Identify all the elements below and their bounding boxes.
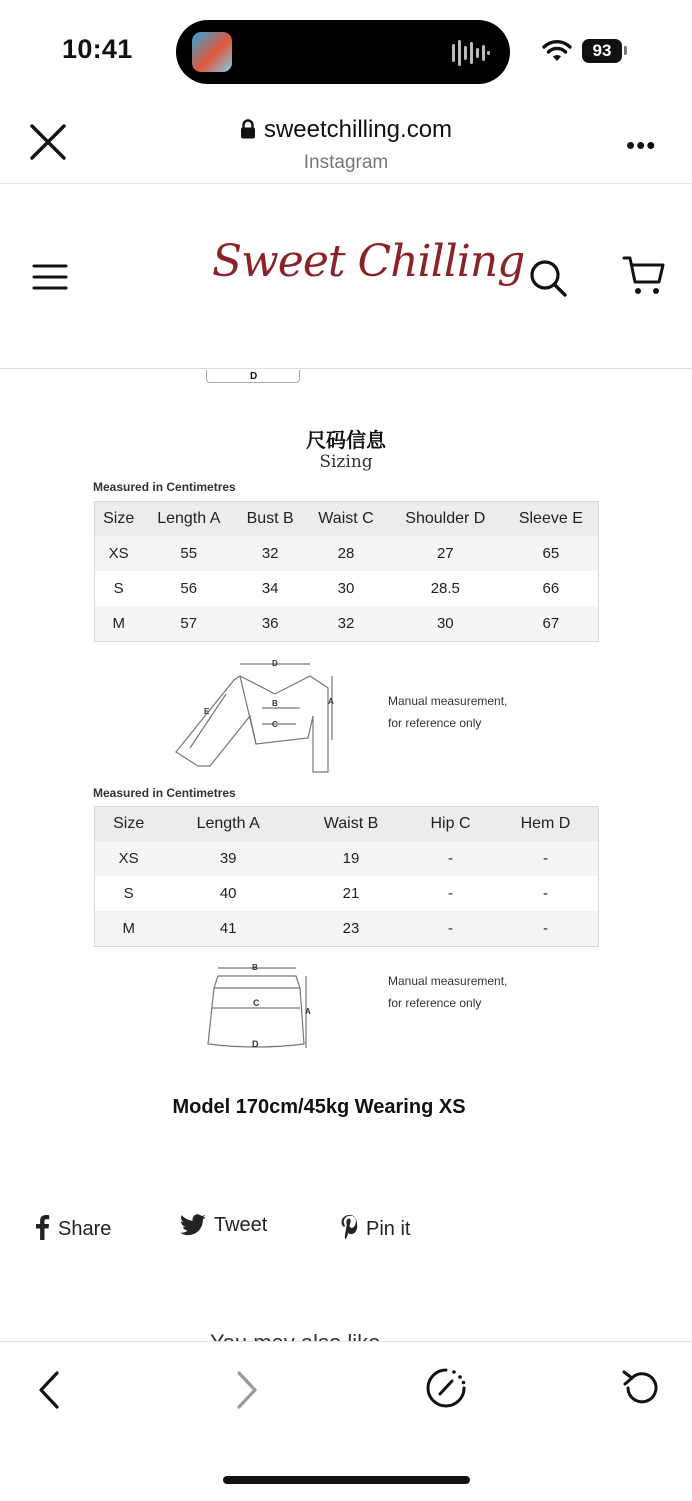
measured-label-skirt: Measured in Centimetres	[93, 786, 236, 800]
table-cell: 32	[235, 536, 305, 571]
table-cell: 30	[387, 606, 504, 642]
column-header: Waist C	[305, 502, 387, 537]
table-cell: 66	[542, 580, 560, 597]
table-row	[95, 876, 599, 911]
battery-tip	[624, 46, 627, 55]
skirt-size-table	[94, 806, 599, 947]
skirt-measurement-diagram	[200, 958, 320, 1054]
status-time: 10:41	[62, 34, 133, 64]
column-header: Size	[95, 807, 163, 842]
table-row	[95, 911, 599, 947]
column-header: Sleeve E	[504, 502, 599, 537]
table-header-row	[95, 502, 599, 537]
table-cell: M	[95, 606, 143, 642]
table-cell: -	[408, 911, 493, 947]
audio-waveform-icon	[452, 40, 490, 66]
forward-icon[interactable]	[234, 1370, 260, 1410]
table-cell: -	[447, 885, 453, 902]
table-cell: 41	[162, 911, 294, 947]
diagram-label-a: A	[305, 1007, 311, 1016]
column-header: Length A	[142, 502, 235, 537]
top-size-table	[94, 501, 599, 642]
sizing-title-chinese: 尺码信息	[306, 428, 386, 452]
share-twitter-button[interactable]	[180, 1214, 267, 1237]
twitter-icon	[180, 1214, 206, 1236]
table-cell: 40	[219, 885, 237, 902]
diagram-label-c: C	[272, 720, 278, 729]
table-cell: -	[493, 841, 599, 876]
diagram-label-e: E	[204, 707, 210, 716]
table-cell: 28	[305, 536, 387, 571]
measurement-note-top	[388, 690, 507, 734]
column-header: Hip C	[408, 807, 493, 842]
table-cell: -	[408, 841, 493, 876]
search-icon[interactable]	[528, 258, 568, 298]
table-row	[95, 571, 599, 606]
url-domain: sweetchilling.com	[263, 116, 453, 143]
share-label: Tweet	[214, 1214, 268, 1236]
site-logo[interactable]: Sweet Chilling	[212, 236, 525, 287]
url-bar[interactable]	[0, 116, 692, 144]
diagram-label-b: B	[252, 963, 258, 972]
home-indicator[interactable]	[223, 1476, 470, 1484]
measurement-note-skirt	[388, 970, 507, 1014]
table-cell: -	[542, 885, 548, 902]
table-cell: 57	[142, 606, 235, 642]
diagram-label-d: D	[272, 659, 278, 668]
note-line: Manual measurement,	[388, 974, 508, 988]
wifi-icon	[542, 40, 572, 62]
table-row	[95, 536, 599, 571]
table-cell: 39	[162, 841, 294, 876]
sizing-title: Sizing	[319, 452, 373, 472]
hamburger-menu-icon[interactable]	[32, 264, 68, 290]
column-header: Length A	[162, 807, 294, 842]
share-label: Pin it	[366, 1218, 411, 1240]
column-header: Shoulder D	[387, 502, 504, 537]
table-cell: 27	[387, 536, 504, 571]
column-header: Size	[95, 502, 143, 537]
table-cell: 56	[180, 580, 198, 597]
table-cell: 28.5	[430, 580, 460, 597]
pinterest-icon	[340, 1214, 358, 1240]
dynamic-island[interactable]	[176, 20, 510, 84]
column-header: Hem D	[493, 807, 599, 842]
diagram-label-d: D	[252, 1039, 259, 1049]
note-line: for reference only	[388, 716, 482, 730]
table-cell: XS	[95, 536, 143, 571]
diagram-label-b: B	[272, 699, 278, 708]
more-options-button[interactable]: •••	[626, 130, 657, 160]
table-cell: 34	[261, 580, 279, 597]
column-header: Waist B	[294, 807, 408, 842]
top-measurement-diagram	[170, 656, 350, 776]
column-header: Bust B	[235, 502, 305, 537]
table-cell: 30	[337, 580, 355, 597]
share-label: Share	[58, 1218, 112, 1240]
source-label: Instagram	[303, 152, 389, 173]
diagram-label-a: A	[328, 697, 334, 706]
table-cell: 55	[142, 536, 235, 571]
share-pinterest-button[interactable]	[340, 1214, 410, 1241]
table-row	[95, 606, 599, 642]
battery-level: 93	[582, 39, 622, 63]
fragment-label: D	[250, 371, 258, 382]
table-cell: 36	[235, 606, 305, 642]
table-header-row	[95, 807, 599, 842]
table-cell: S	[123, 885, 134, 902]
note-line: for reference only	[388, 996, 482, 1010]
table-cell: 67	[504, 606, 599, 642]
diagram-label-c: C	[253, 998, 260, 1008]
table-cell: -	[493, 911, 599, 947]
back-icon[interactable]	[36, 1370, 62, 1410]
app-thumbnail-icon[interactable]	[192, 32, 232, 72]
reload-icon[interactable]	[620, 1366, 664, 1410]
speed-timer-icon[interactable]	[424, 1366, 468, 1410]
note-line: Manual measurement,	[388, 694, 508, 708]
table-cell: S	[113, 580, 124, 597]
table-cell: 21	[342, 885, 360, 902]
cart-icon[interactable]	[622, 254, 666, 298]
model-info: Model 170cm/45kg Wearing XS	[172, 1096, 466, 1118]
facebook-icon	[34, 1214, 50, 1240]
lock-icon	[240, 119, 256, 139]
table-cell: M	[95, 911, 163, 947]
table-cell: 19	[294, 841, 408, 876]
site-header-divider	[0, 368, 692, 369]
measured-label-top: Measured in Centimetres	[93, 480, 236, 494]
table-cell: 23	[294, 911, 408, 947]
header-divider	[0, 183, 692, 184]
table-cell: 32	[305, 606, 387, 642]
table-row	[95, 841, 599, 876]
table-cell: XS	[95, 841, 163, 876]
table-cell: 65	[504, 536, 599, 571]
share-facebook-button[interactable]	[34, 1214, 111, 1241]
